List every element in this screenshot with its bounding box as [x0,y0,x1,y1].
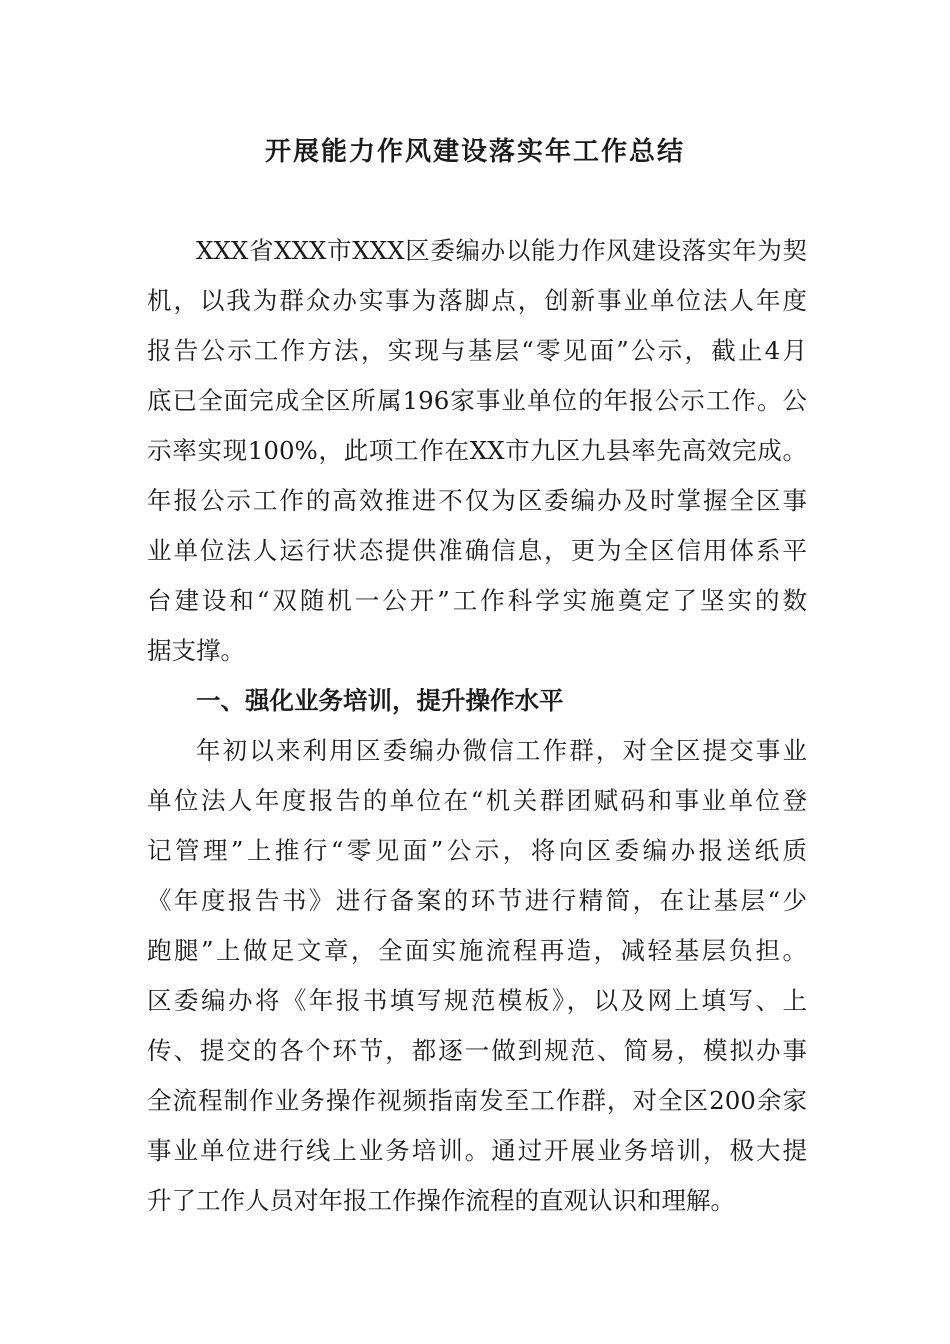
section-1-heading: 一、强化业务培训，提升操作水平 [196,686,564,715]
paragraph-1-line-5: 示率实现100%，此项工作在XX市九区九县率先高效完成。 [147,436,807,465]
paragraph-1-line-4: 底已全面完成全区所属196家事业单位的年报公示工作。公 [147,386,807,415]
paragraph-2-line-10: 升了工作人员对年报工作操作流程的直观认识和理解。 [147,1186,735,1215]
paragraph-2-line-2: 单位法人年度报告的单位在“机关群团赋码和事业单位登 [147,786,807,815]
paragraph-2-line-4: 《年度报告书》进行备案的环节进行精简，在让基层“少 [147,886,807,915]
paragraph-2-line-5: 跑腿”上做足文章，全面实施流程再造，减轻基层负担。 [147,936,807,965]
paragraph-1-line-7: 业单位法人运行状态提供准确信息，更为全区信用体系平 [147,536,807,565]
paragraph-1-line-9: 据支撑。 [147,636,245,665]
paragraph-1-line-1: XXX省XXX市XXX区委编办以能力作风建设落实年为契 [196,236,807,265]
paragraph-2-line-8: 全流程制作业务操作视频指南发至工作群，对全区200余家 [147,1086,807,1115]
document-title: 开展能力作风建设落实年工作总结 [264,137,685,167]
paragraph-1-line-8: 台建设和“双随机一公开”工作科学实施奠定了坚实的数 [147,586,807,615]
paragraph-1-line-2: 机，以我为群众办实事为落脚点，创新事业单位法人年度 [147,286,807,315]
paragraph-2-line-9: 事业单位进行线上业务培训。通过开展业务培训，极大提 [147,1136,807,1165]
paragraph-2-line-7: 传、提交的各个环节，都逐一做到规范、简易，模拟办事 [147,1036,807,1065]
paragraph-1-line-3: 报告公示工作方法，实现与基层“零见面”公示，截止4月 [147,336,807,365]
paragraph-2-line-6: 区委编办将《年报书填写规范模板》，以及网上填写、上 [147,986,807,1015]
paragraph-2-line-3: 记管理”上推行“零见面”公示，将向区委编办报送纸质 [147,836,807,865]
paragraph-1-line-6: 年报公示工作的高效推进不仅为区委编办及时掌握全区事 [147,486,807,515]
paragraph-2-line-1: 年初以来利用区委编办微信工作群，对全区提交事业 [196,736,807,765]
